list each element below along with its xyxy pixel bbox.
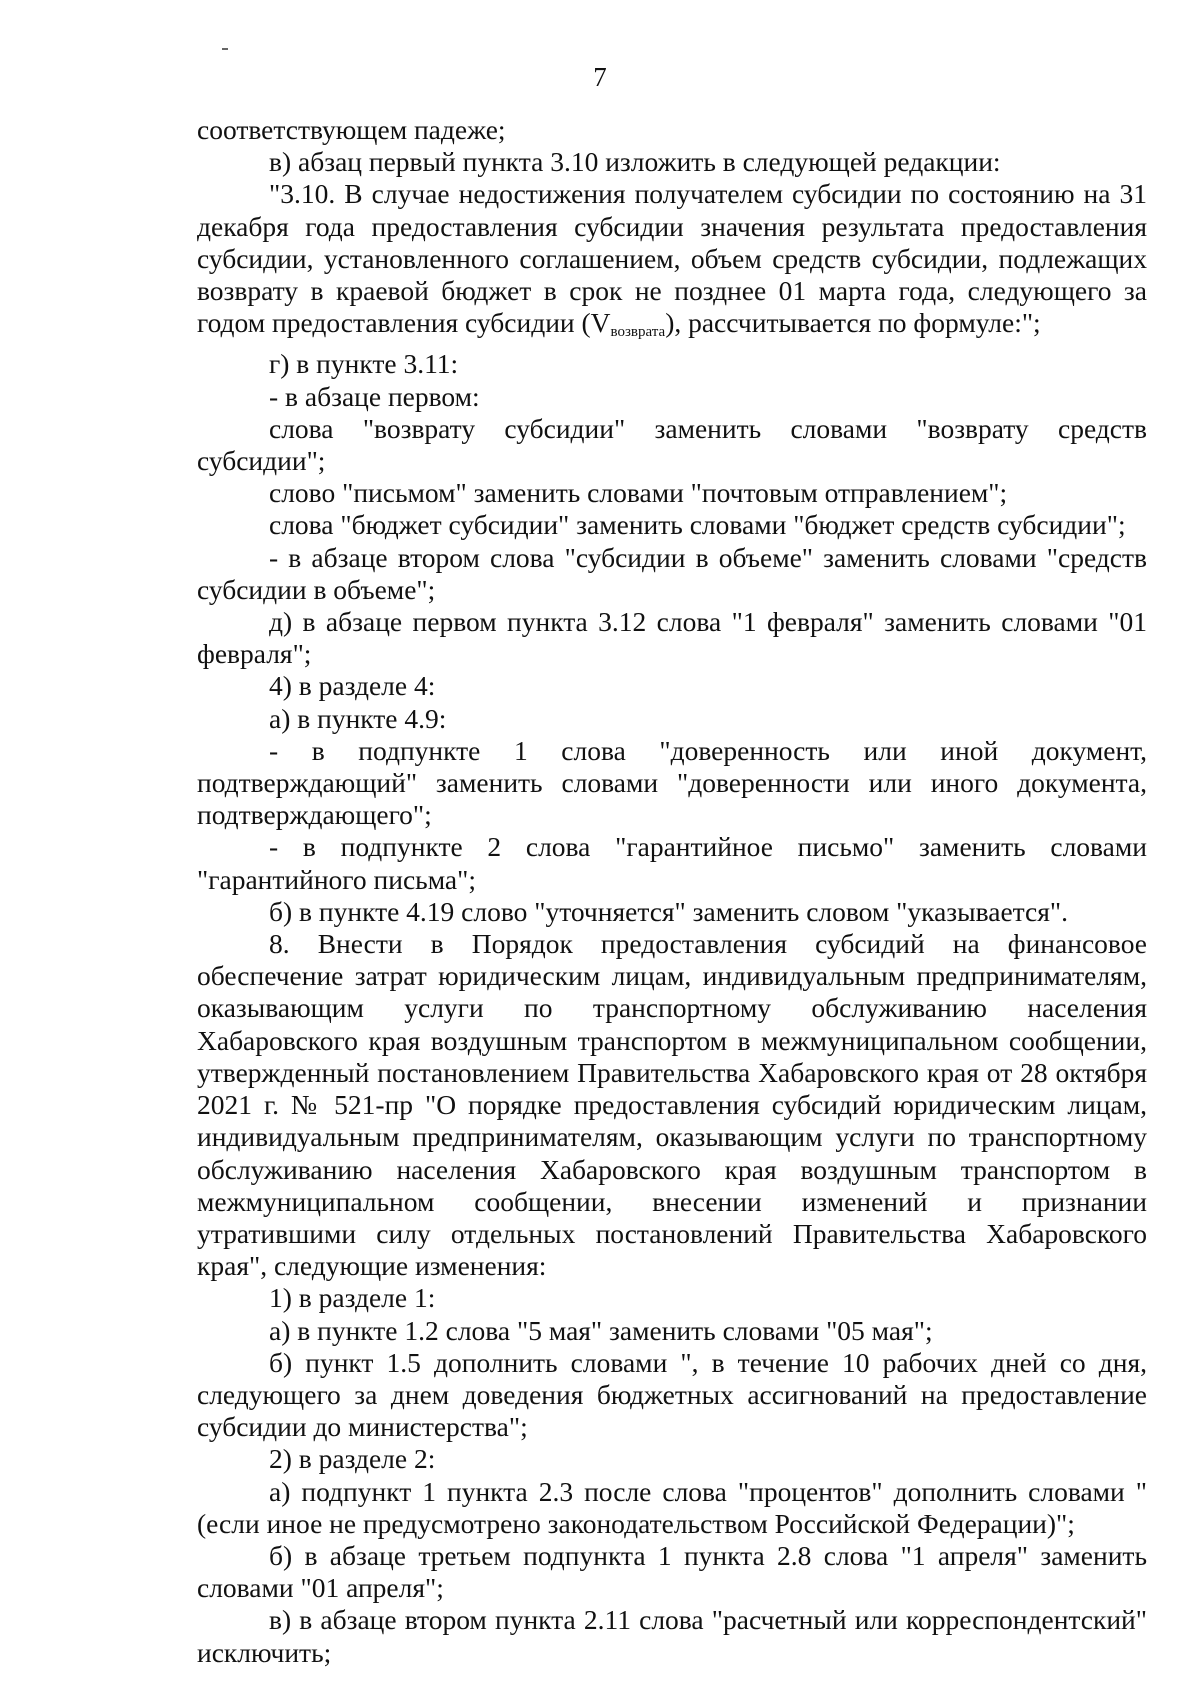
- subscript: возврата: [610, 324, 666, 341]
- paragraph: 1) в разделе 1:: [269, 1282, 436, 1314]
- paragraph: слово "письмом" заменить словами "почтовым отправлением";: [269, 477, 1008, 509]
- paragraph: - в подпункте 1 слова "доверенность или иной документ, подтверждающий" заменить словами "доверенности или иного документа, подтверждающего";: [197, 734, 1147, 831]
- paragraph: д) в абзаце первом пункта 3.12 слова "1 февраля" заменить словами "01 февраля";: [197, 606, 1147, 670]
- paragraph: г) в пункте 3.11:: [269, 348, 459, 380]
- paragraph: б) в абзаце третьем подпункта 1 пункта 2.8 слова "1 апреля" заменить словами "01 апреля";: [197, 1539, 1147, 1604]
- paragraph: а) в пункте 4.9:: [269, 702, 447, 734]
- page-number: 7: [593, 62, 607, 92]
- paragraph: - в абзаце первом:: [269, 380, 480, 412]
- paragraph-text: "3.10. В случае недостижения получателем субсидии по состоянию на 31 декабря года предоставления субсидии значения результата предоставления субсидии, установленного соглашением, объем средств субсидии, подлежащих возврату в краевой бюджет в срок не позднее 01 марта года, следующего за годом предоставления субсидии (V: [197, 178, 1147, 339]
- paragraph-formula-intro: [197, 178, 1147, 348]
- paragraph: - в подпункте 2 слова "гарантийное письмо" заменить словами "гарантийного письма";: [197, 831, 1147, 895]
- paragraph: б) пункт 1.5 дополнить словами ", в течение 10 рабочих дней со дня, следующего за днем доведения бюджетных ассигнований на предоставление субсидии до министерства";: [197, 1346, 1147, 1443]
- paragraph: 8. Внести в Порядок предоставления субсидий на финансовое обеспечение затрат юридическим лицам, индивидуальным предпринимателям, оказывающим услуги по транспортному обслуживанию населения Хабаровского края воздушным транспортом в межмуниципальном сообщении, утвержденный постановлением Правительства Хабаровского края от 28 октября 2021 г. № 521-пр "О порядке предоставления субсидий юридическим лицам, индивидуальным предпринимателям, оказывающим услуги по транспортному обслуживанию населения Хабаровского края воздушным транспортом в межмуниципальном сообщении, внесении изменений и признании утратившими силу отдельных постановлений Правительства Хабаровского края", следующие изменения:: [197, 928, 1147, 1282]
- paragraph: слова "возврату субсидии" заменить словами "возврату средств субсидии";: [197, 412, 1147, 477]
- paragraph: 2) в разделе 2:: [269, 1443, 436, 1475]
- paragraph: в) абзац первый пункта 3.10 изложить в следующей редакции:: [269, 146, 1001, 178]
- paragraph: а) подпункт 1 пункта 2.3 после слова "процентов" дополнить словами "(если иное не предусмотрено законодательством Российской Федерации)";: [197, 1475, 1147, 1539]
- paragraph-text: ), рассчитывается по формуле:";: [665, 307, 1041, 339]
- scan-speck: [222, 48, 228, 50]
- paragraph: б) в пункте 4.19 слово "уточняется" заменить словом "указывается".: [269, 895, 1068, 927]
- paragraph: а) в пункте 1.2 слова "5 мая" заменить словами "05 мая";: [269, 1314, 933, 1346]
- paragraph: соответствующем падеже;: [197, 114, 506, 145]
- paragraph: - в абзаце втором слова "субсидии в объеме" заменить словами "средств субсидии в объеме";: [197, 541, 1147, 605]
- paragraph: 4) в разделе 4:: [269, 670, 436, 702]
- paragraph: в) в абзаце втором пункта 2.11 слова "расчетный или корреспондентский" исключить;: [197, 1604, 1147, 1668]
- paragraph: слова "бюджет субсидии" заменить словами "бюджет средств субсидии";: [269, 509, 1126, 541]
- document-body: [197, 114, 1147, 1669]
